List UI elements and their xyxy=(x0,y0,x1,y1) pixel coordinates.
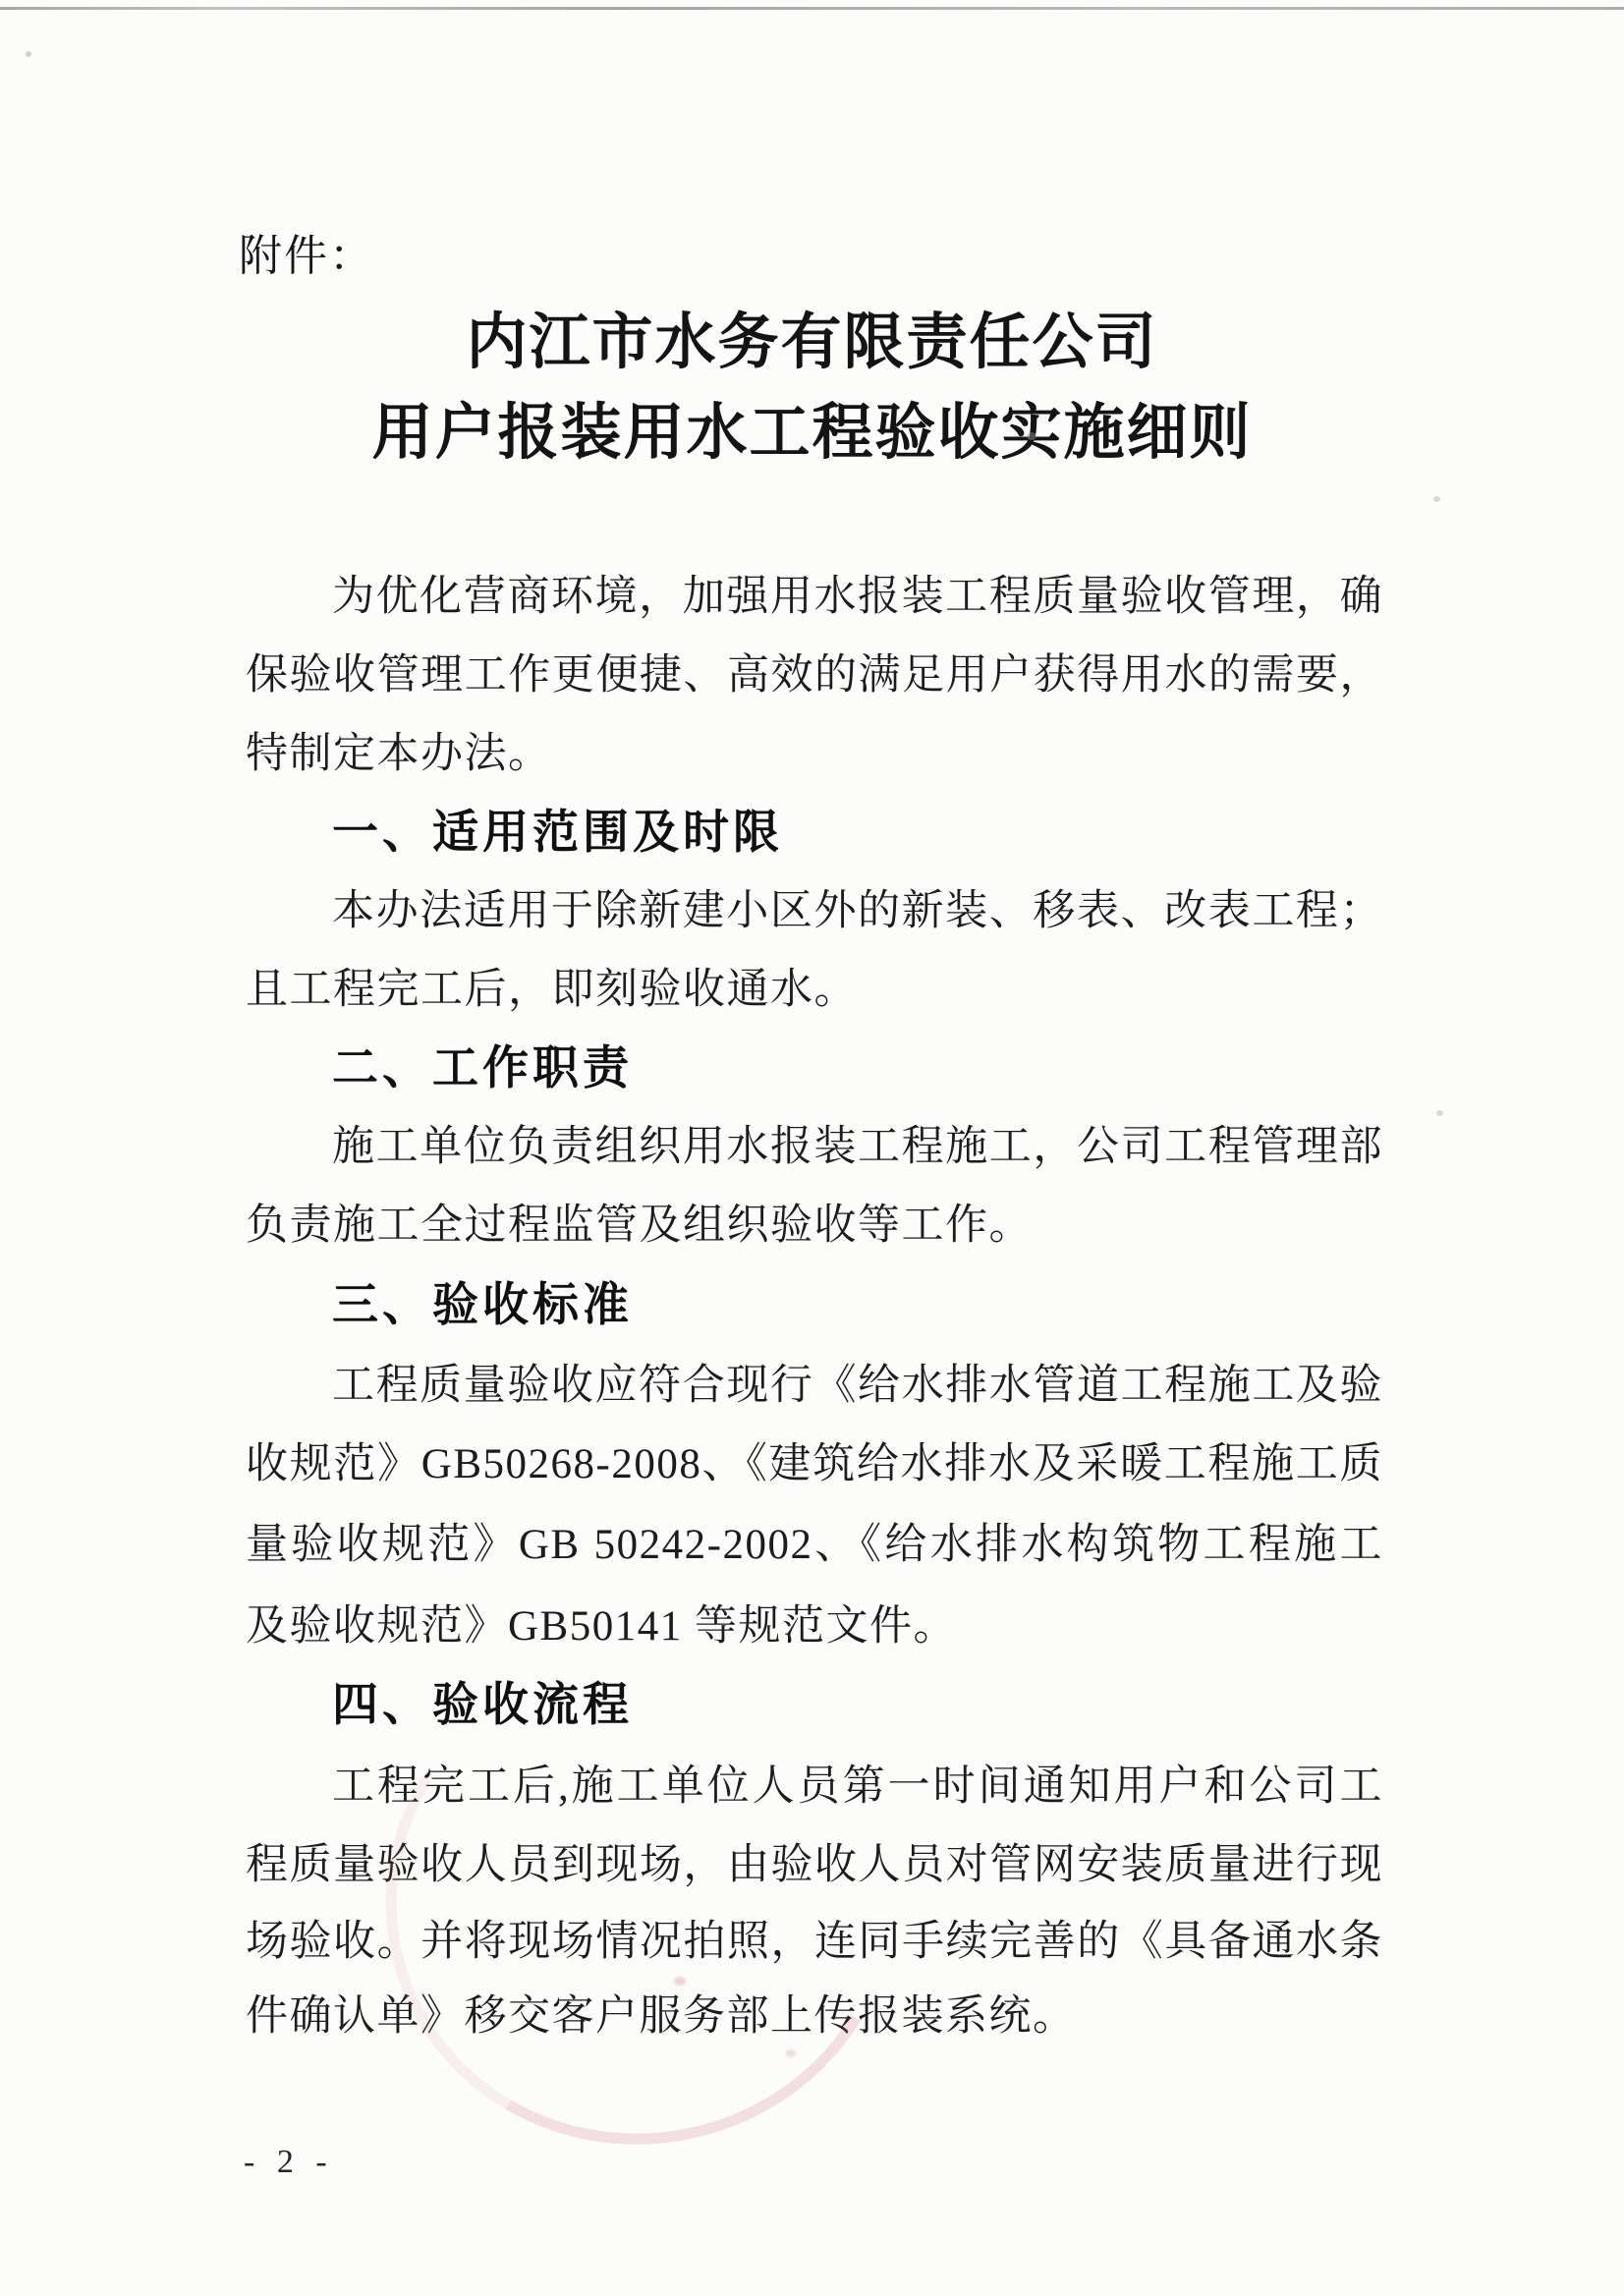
text-line: 工程完工后,施工单位人员第一时间通知用户和公司工 xyxy=(332,1764,1383,1810)
text-line: 特制定本办法。 xyxy=(246,731,552,777)
section-heading-standards: 三、验收标准 xyxy=(332,1278,633,1330)
seal-bleed-speck xyxy=(786,2049,796,2057)
text-line: 件确认单》移交客户服务部上传报装系统。 xyxy=(246,1993,1077,2040)
text-line: 程质量验收人员到现场，由验收人员对管网安装质量进行现 xyxy=(246,1842,1383,1888)
text-line: 为优化营商环境，加强用水报装工程质量验收管理，确 xyxy=(332,574,1383,620)
section-heading-scope: 一、适用范围及时限 xyxy=(332,806,783,858)
seal-bleed-speck xyxy=(674,1977,686,1986)
scan-speck xyxy=(1436,1110,1443,1116)
attachment-label: 附件： xyxy=(239,232,374,280)
section-heading-process: 四、验收流程 xyxy=(332,1678,633,1730)
section-heading-duties: 二、工作职责 xyxy=(332,1041,633,1093)
text-line: 工程质量验收应符合现行《给水排水管道工程施工及验 xyxy=(332,1363,1383,1409)
text-line: 负责施工全过程监管及组织验收等工作。 xyxy=(246,1203,1033,1249)
scan-edge-artifact xyxy=(0,7,1624,10)
document-title-line-2: 用户报装用水工程验收实施细则 xyxy=(371,400,1253,467)
text-line: 本办法适用于除新建小区外的新装、移表、改表工程； xyxy=(332,888,1383,934)
text-line: 保验收管理工作更便捷、高效的满足用户获得用水的需要， xyxy=(246,652,1383,699)
scan-speck xyxy=(26,51,31,57)
scan-speck xyxy=(1433,496,1440,502)
page-number: - 2 - xyxy=(244,2144,334,2180)
text-line: 场验收。并将现场情况拍照，连同手续完善的《具备通水条 xyxy=(246,1919,1383,1965)
text-line: 收规范》GB50268-2008、《建筑给水排水及采暖工程施工质 xyxy=(246,1441,1383,1487)
text-line: 量验收规范》GB 50242-2002、《给水排水构筑物工程施工 xyxy=(246,1522,1383,1568)
document-title-line-1: 内江市水务有限责任公司 xyxy=(466,309,1158,376)
text-line: 施工单位负责组织用水报装工程施工，公司工程管理部 xyxy=(332,1124,1383,1170)
text-line: 及验收规范》GB50141 等规范文件。 xyxy=(246,1603,957,1650)
text-line: 且工程完工后，即刻验收通水。 xyxy=(246,967,858,1013)
